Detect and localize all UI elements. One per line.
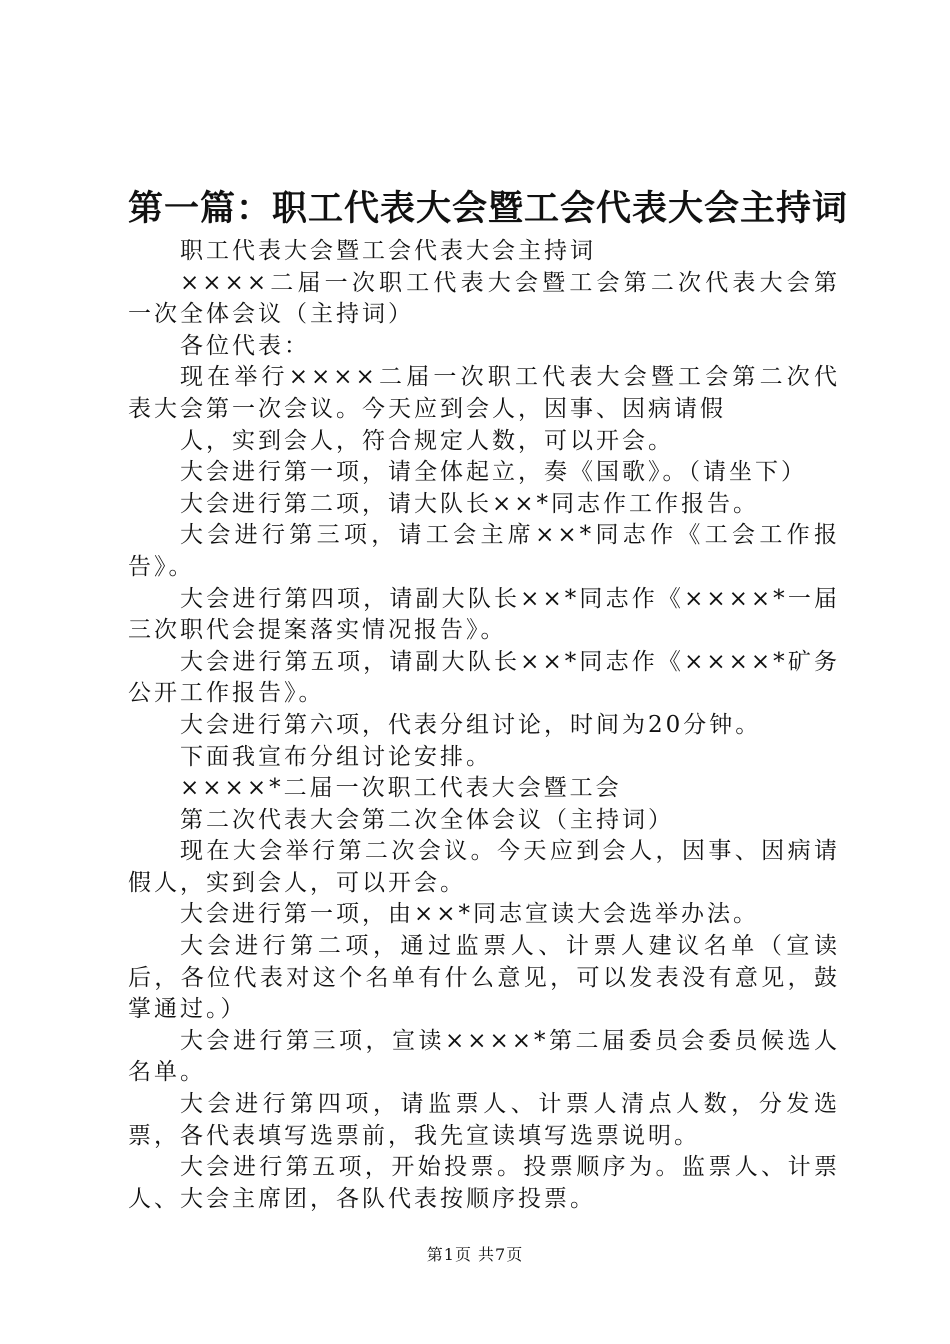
- paragraph: 人，实到会人，符合规定人数，可以开会。: [180, 427, 674, 454]
- paragraph: 各位代表：: [180, 332, 310, 359]
- paragraph: 大会进行第四项，请监票人、计票人清点人数，分发选票，各代表填写选票前，我先宣读填写选票说明。: [128, 1091, 840, 1149]
- paragraph: 大会进行第二项，请大队长××*同志作工作报告。: [180, 490, 760, 517]
- paragraph: 大会进行第四项，请副大队长××*同志作《××××*一届三次职代会提案落实情况报告》。: [128, 585, 840, 644]
- paragraph: 第二次代表大会第二次全体会议（主持词）: [180, 806, 674, 833]
- paragraph: 大会进行第二项，通过监票人、计票人建议名单（宣读后，各位代表对这个名单有什么意见，可以发表没有意见，鼓掌通过。）: [128, 933, 840, 1023]
- document-title: 第一篇：职工代表大会暨工会代表大会主持词: [128, 189, 849, 229]
- paragraph: 大会进行第一项，请全体起立，奏《国歌》。（请坐下）: [180, 459, 807, 486]
- paragraph: 职工代表大会暨工会代表大会主持词: [180, 238, 596, 264]
- paragraph: 大会进行第一项，由××*同志宣读大会选举办法。: [180, 901, 760, 928]
- paragraph: ××××*二届一次职工代表大会暨工会: [180, 775, 622, 802]
- paragraph: 大会进行第五项，请副大队长××*同志作《××××*矿务公开工作报告》。: [128, 648, 840, 707]
- document-body: [128, 236, 840, 1215]
- paragraph: 下面我宣布分组讨论安排。: [180, 743, 492, 770]
- page-number: 第1页 共7页: [426, 1245, 524, 1264]
- paragraph: 大会进行第三项，宣读××××*第二届委员会委员候选人名单。: [128, 1027, 840, 1086]
- paragraph: ××××二届一次职工代表大会暨工会第二次代表大会第一次全体会议（主持词）: [128, 269, 840, 328]
- paragraph: 现在大会举行第二次会议。今天应到会人，因事、因病请假人，实到会人，可以开会。: [128, 838, 840, 896]
- paragraph: 大会进行第五项，开始投票。投票顺序为。监票人、计票人、大会主席团，各队代表按顺序投票。: [128, 1154, 840, 1212]
- paragraph: 现在举行××××二届一次职工代表大会暨工会第二次代表大会第一次会议。今天应到会人，因事、因病请假: [128, 364, 840, 422]
- paragraph: 大会进行第三项，请工会主席××*同志作《工会工作报告》。: [128, 522, 840, 580]
- paragraph: 大会进行第六项，代表分组讨论，时间为20分钟。: [180, 711, 762, 738]
